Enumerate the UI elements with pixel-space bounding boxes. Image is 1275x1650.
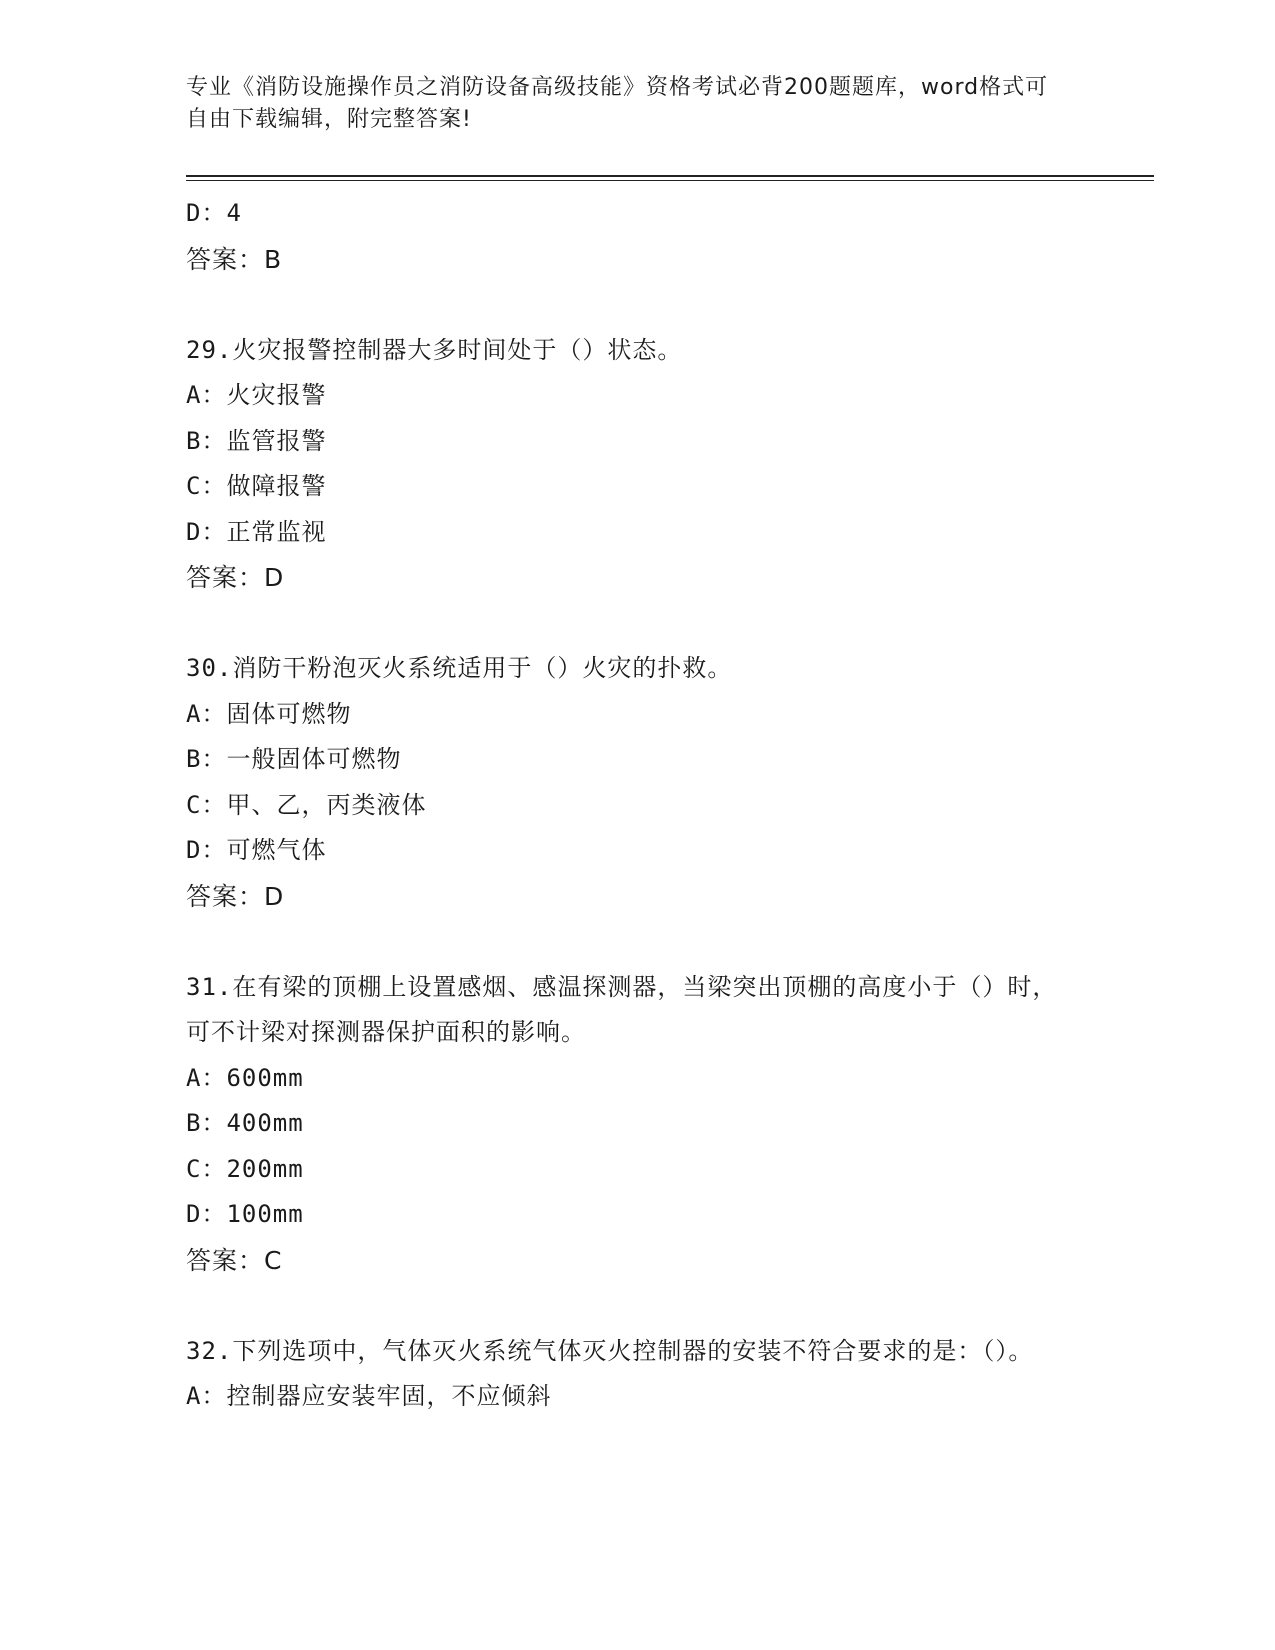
answer-line: 答案：B — [186, 244, 283, 274]
option-d: D：100mm — [186, 1200, 304, 1228]
question-list — [186, 191, 1086, 1420]
option-d: D：4 — [186, 199, 242, 227]
answer-line: 答案：D — [186, 881, 285, 911]
question-stem: 30.消防干粉泡灭火系统适用于（）火灾的扑救。 — [186, 654, 733, 682]
option-b: B：监管报警 — [186, 426, 327, 455]
option-d: D：可燃气体 — [186, 836, 327, 864]
header-rule-thin — [186, 180, 1154, 181]
option-a: A：火灾报警 — [186, 381, 327, 409]
option-c: C：200mm — [186, 1154, 304, 1183]
question-stem: 31.在有梁的顶棚上设置感烟、感温探测器，当梁突出顶棚的高度小于（）时，可不计梁对探测器保护面积的影响。 — [186, 972, 1058, 1046]
question-stem: 29.火灾报警控制器大多时间处于（）状态。 — [186, 335, 683, 364]
option-a: A：固体可燃物 — [186, 699, 352, 728]
question-31 — [186, 965, 1086, 1284]
document-header: 专业《消防设施操作员之消防设备高级技能》资格考试必背200题题库，word格式可自由下载编辑，附完整答案! — [186, 75, 1049, 132]
answer-line: 答案：D — [186, 563, 285, 592]
option-b: B：一般固体可燃物 — [186, 745, 402, 773]
answer-line: 答案：C — [186, 1245, 283, 1275]
option-c: C：做障报警 — [186, 472, 327, 500]
option-a: A：600mm — [186, 1063, 304, 1092]
question-stem: 32.下列选项中，气体灭火系统气体灭火控制器的安装不符合要求的是：（）。 — [186, 1336, 1034, 1365]
option-b: B：400mm — [186, 1109, 304, 1137]
option-c: C：甲、乙，丙类液体 — [186, 790, 427, 819]
option-a: A：控制器应安装牢固，不应倾斜 — [186, 1382, 552, 1410]
header-rule-thick — [186, 175, 1154, 177]
question-32 — [186, 1329, 1086, 1420]
question-30 — [186, 646, 1086, 919]
option-d: D：正常监视 — [186, 517, 327, 546]
question-29 — [186, 328, 1086, 601]
